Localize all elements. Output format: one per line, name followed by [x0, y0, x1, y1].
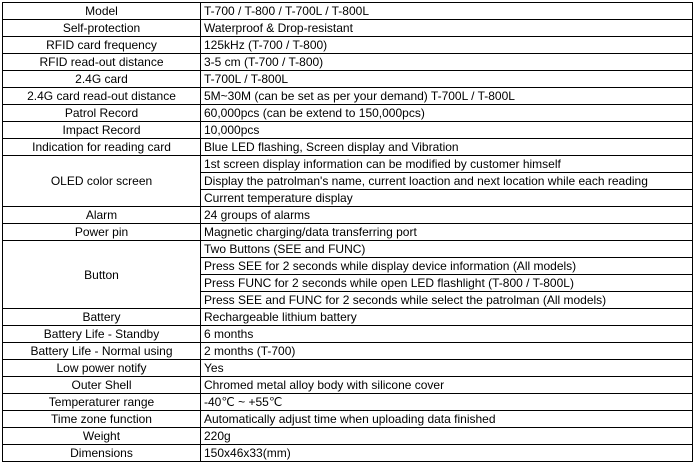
spec-label-cell: Temperaturer range — [3, 394, 201, 411]
spec-label-cell: Time zone function — [3, 411, 201, 428]
spec-label-cell: Outer Shell — [3, 377, 201, 394]
spec-label-cell: Self-protection — [3, 20, 201, 37]
spec-row — [3, 394, 693, 411]
spec-value-cell: Two Buttons (SEE and FUNC) — [201, 241, 693, 258]
spec-label-cell: Button — [3, 241, 201, 309]
spec-row — [3, 445, 693, 462]
spec-label-cell: Dimensions — [3, 445, 201, 462]
spec-row — [3, 428, 693, 445]
spec-label-cell: OLED color screen — [3, 156, 201, 207]
spec-value-cell: Chromed metal alloy body with silicone cover — [201, 377, 693, 394]
spec-label-cell: Battery — [3, 309, 201, 326]
spec-row — [3, 3, 693, 20]
spec-table — [2, 2, 693, 462]
spec-value-cell: 3-5 cm (T-700 / T-800) — [201, 54, 693, 71]
spec-label-cell: Alarm — [3, 207, 201, 224]
spec-value-cell: 1st screen display information can be modified by customer himself — [201, 156, 693, 173]
spec-label-cell: Indication for reading card — [3, 139, 201, 156]
spec-row — [3, 37, 693, 54]
spec-row — [3, 326, 693, 343]
spec-value-cell: T-700 / T-800 / T-700L / T-800L — [201, 3, 693, 20]
spec-label-cell: Power pin — [3, 224, 201, 241]
spec-value-cell: Blue LED flashing, Screen display and Vibration — [201, 139, 693, 156]
spec-row — [3, 139, 693, 156]
spec-row — [3, 88, 693, 105]
spec-row — [3, 207, 693, 224]
spec-value-cell: 5M~30M (can be set as per your demand) T-700L / T-800L — [201, 88, 693, 105]
spec-value-cell: Waterproof & Drop-resistant — [201, 20, 693, 37]
spec-table-body — [3, 3, 693, 462]
spec-row — [3, 224, 693, 241]
spec-label-cell: RFID card frequency — [3, 37, 201, 54]
spec-row — [3, 105, 693, 122]
spec-value-cell: Press FUNC for 2 seconds while open LED flashlight (T-800 / T-800L) — [201, 275, 693, 292]
spec-value-cell: Magnetic charging/data transferring port — [201, 224, 693, 241]
spec-value-cell: 220g — [201, 428, 693, 445]
spec-row — [3, 343, 693, 360]
spec-row — [3, 71, 693, 88]
spec-label-cell: Battery Life - Normal using — [3, 343, 201, 360]
spec-value-cell: 125kHz (T-700 / T-800) — [201, 37, 693, 54]
spec-row — [3, 122, 693, 139]
spec-value-cell: Yes — [201, 360, 693, 377]
spec-value-cell: 60,000pcs (can be extend to 150,000pcs) — [201, 105, 693, 122]
spec-label-cell: 2.4G card read-out distance — [3, 88, 201, 105]
spec-row — [3, 156, 693, 173]
spec-value-cell: Current temperature display — [201, 190, 693, 207]
spec-value-cell: -40℃ ~ +55℃ — [201, 394, 693, 411]
spec-value-cell: 10,000pcs — [201, 122, 693, 139]
spec-value-cell: Press SEE for 2 seconds while display device information (All models) — [201, 258, 693, 275]
spec-row — [3, 20, 693, 37]
spec-value-cell: 2 months (T-700) — [201, 343, 693, 360]
spec-value-cell: Display the patrolman's name, current loaction and next location while each reading — [201, 173, 693, 190]
spec-label-cell: Patrol Record — [3, 105, 201, 122]
spec-row — [3, 411, 693, 428]
spec-value-cell: 6 months — [201, 326, 693, 343]
spec-value-cell: Rechargeable lithium battery — [201, 309, 693, 326]
spec-row — [3, 54, 693, 71]
spec-label-cell: Weight — [3, 428, 201, 445]
spec-row — [3, 377, 693, 394]
spec-row — [3, 241, 693, 258]
spec-value-cell: Press SEE and FUNC for 2 seconds while select the patrolman (All models) — [201, 292, 693, 309]
spec-row — [3, 360, 693, 377]
spec-value-cell: Automatically adjust time when uploading data finished — [201, 411, 693, 428]
spec-value-cell: 150x46x33(mm) — [201, 445, 693, 462]
spec-label-cell: Battery Life - Standby — [3, 326, 201, 343]
spec-value-cell: 24 groups of alarms — [201, 207, 693, 224]
spec-label-cell: RFID read-out distance — [3, 54, 201, 71]
spec-label-cell: Impact Record — [3, 122, 201, 139]
spec-label-cell: 2.4G card — [3, 71, 201, 88]
spec-value-cell: T-700L / T-800L — [201, 71, 693, 88]
spec-label-cell: Model — [3, 3, 201, 20]
spec-label-cell: Low power notify — [3, 360, 201, 377]
spec-row — [3, 309, 693, 326]
